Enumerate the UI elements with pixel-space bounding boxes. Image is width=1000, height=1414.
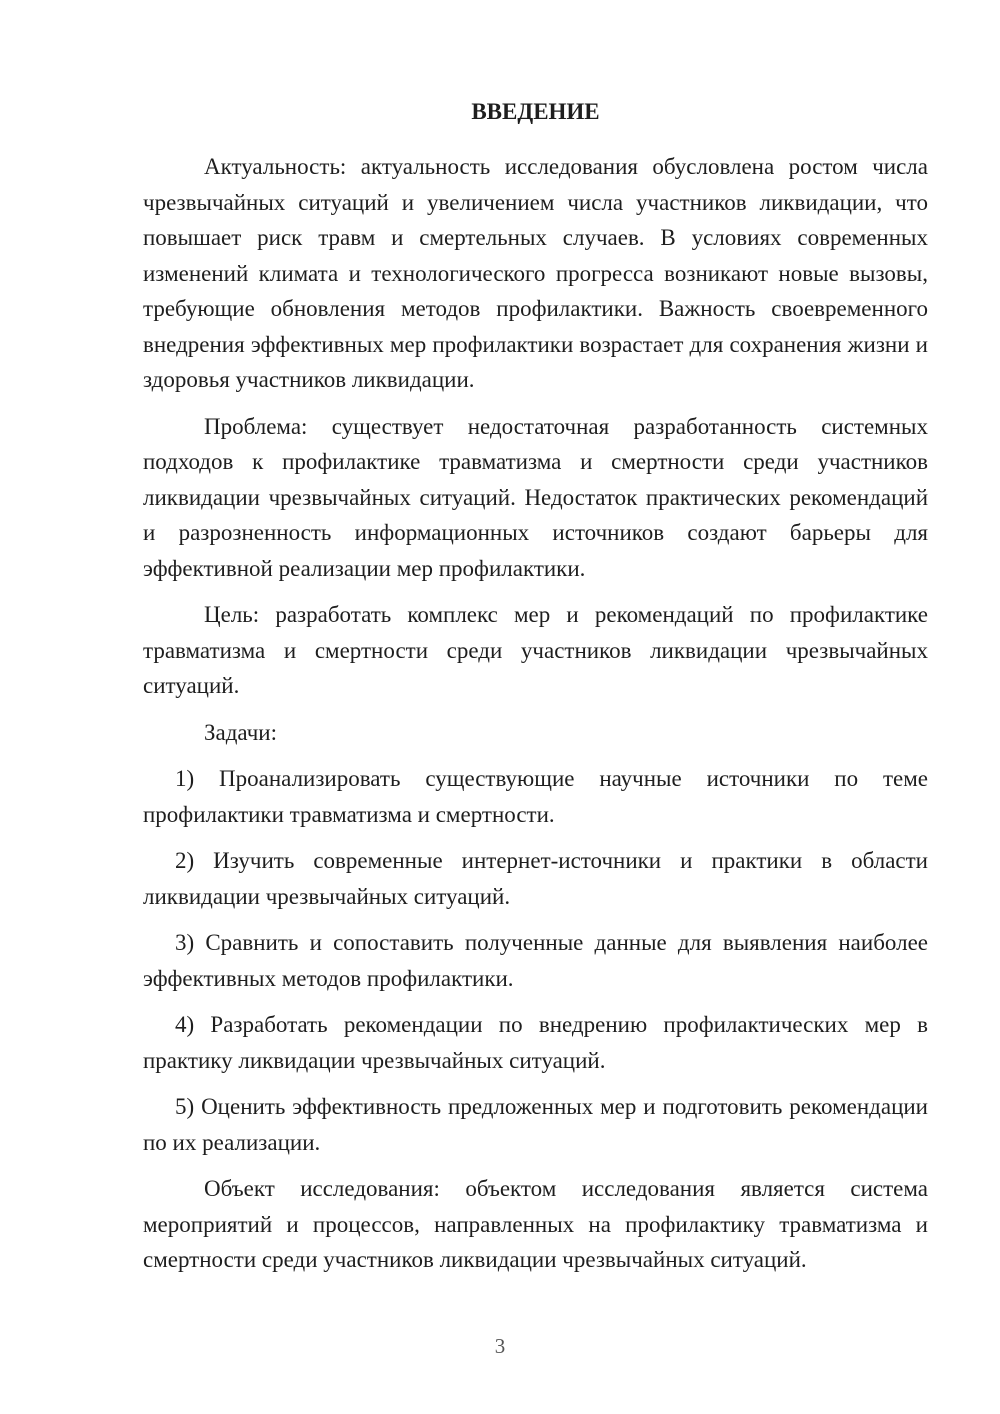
page-title: ВВЕДЕНИЕ	[471, 99, 600, 124]
task-item-4: 4) Разработать рекомендации по внедрению профилактических мер в практику ликвидации чрезвычайных ситуаций.	[143, 1012, 928, 1073]
document-page	[143, 94, 928, 1289]
task-item-2: 2) Изучить современные интернет-источники и практики в области ликвидации чрезвычайных ситуаций.	[143, 848, 928, 909]
task-item-5: 5) Оценить эффективность предложенных мер и подготовить рекомендации по их реализации.	[143, 1094, 928, 1155]
task-item-3: 3) Сравнить и сопоставить полученные данные для выявления наиболее эффективных методов профилактики.	[143, 930, 928, 991]
task-item-1: 1) Проанализировать существующие научные источники по теме профилактики травматизма и смертности.	[143, 766, 928, 827]
relevance-paragraph: Актуальность: актуальность исследования обусловлена ростом числа чрезвычайных ситуаций и увеличением числа участников ликвидации, что повышает риск травм и смертельных случаев. В условиях современных изменений климата и технологического прогресса возникают новые вызовы, требующие обновления методов профилактики. Важность своевременного внедрения эффективных мер профилактики возрастает для сохранения жизни и здоровья участников ликвидации.	[143, 154, 928, 392]
goal-paragraph: Цель: разработать комплекс мер и рекомендаций по профилактике травматизма и смертности среди участников ликвидации чрезвычайных ситуаций.	[143, 602, 928, 698]
object-paragraph: Объект исследования: объектом исследования является система мероприятий и процессов, направленных на профилактику травматизма и смертности среди участников ликвидации чрезвычайных ситуаций.	[143, 1176, 928, 1272]
problem-paragraph: Проблема: существует недостаточная разработанность системных подходов к профилактике травматизма и смертности среди участников ликвидации чрезвычайных ситуаций. Недостаток практических рекомендаций и разрозненность информационных источников создают барьеры для эффективной реализации мер профилактики.	[143, 413, 928, 581]
tasks-heading: Задачи:	[204, 719, 277, 745]
page-number: 3	[494, 1334, 506, 1358]
